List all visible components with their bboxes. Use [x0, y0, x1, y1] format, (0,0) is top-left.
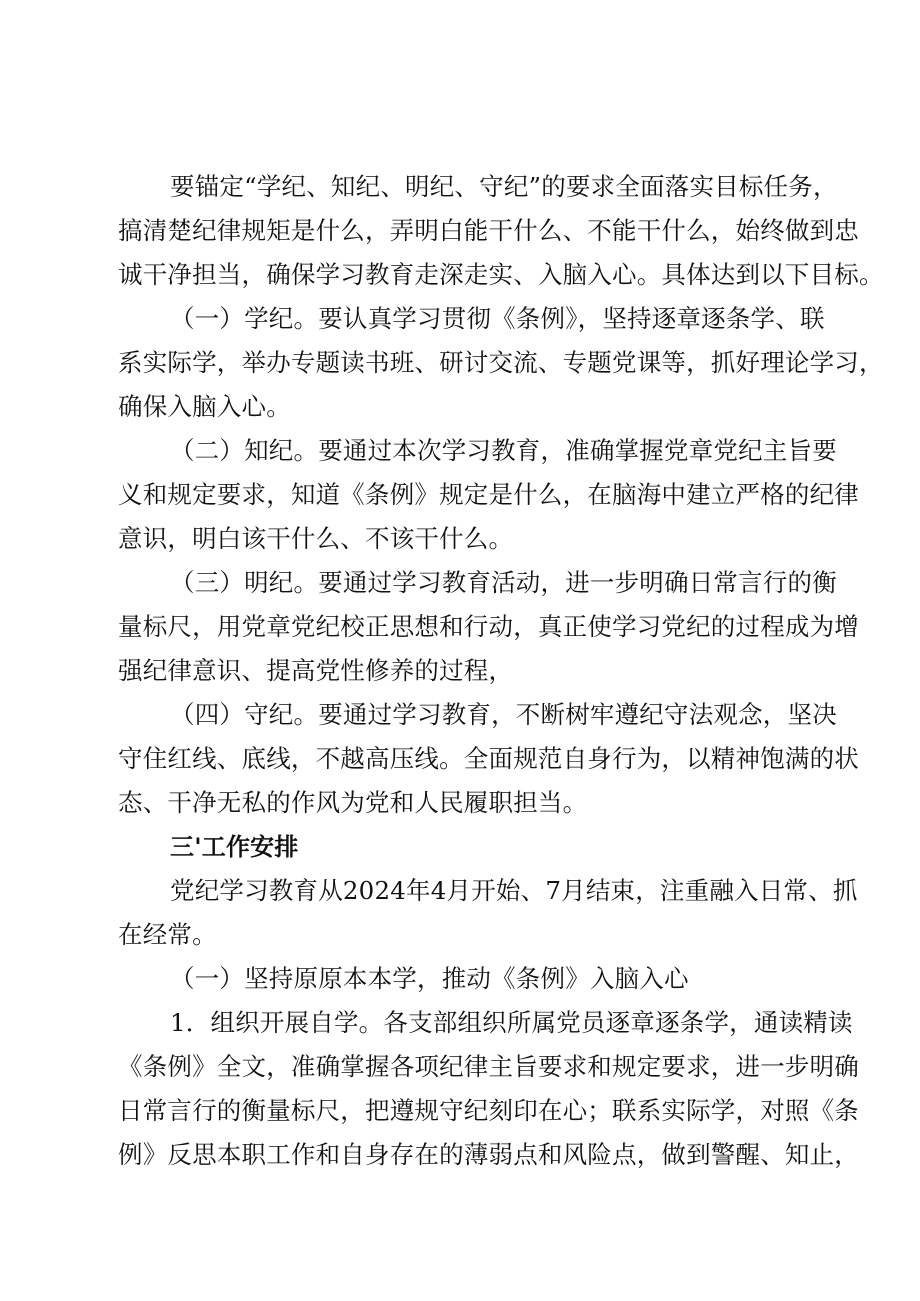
- paragraph-line: 系实际学，举办专题读书班、研讨交流、专题党课等，抓好理论学习，: [118, 348, 884, 377]
- section-heading: 三'工作安排: [170, 833, 299, 861]
- paragraph-line: 量标尺，用党章党纪校正思想和行动，真正使学习党纪的过程成为增: [118, 612, 859, 641]
- paragraph-line: 搞清楚纪律规矩是什么，弄明白能干什么、不能干什么，始终做到忠: [118, 216, 859, 245]
- paragraph-line: 意识，明白该干什么、不该干什么。: [118, 524, 514, 553]
- paragraph-line: 例》反思本职工作和自身存在的薄弱点和风险点，做到警醒、知止，: [118, 1140, 859, 1169]
- paragraph-line: （二）知纪。要通过本次学习教育，准确掌握党章党纪主旨要: [170, 436, 837, 465]
- paragraph-line: 守住红线、底线，不越高压线。全面规范自身行为，以精神饱满的状: [118, 744, 859, 773]
- subsection-heading: （一）坚持原原本本学，推动《条例》入脑入心: [170, 964, 689, 993]
- paragraph-line: 强纪律意识、提高党性修养的过程，: [118, 656, 514, 685]
- paragraph-line: 义和规定要求，知道《条例》规定是什么，在脑海中建立严格的纪律: [118, 480, 859, 509]
- paragraph-line: 日常言行的衡量标尺，把遵规守纪刻印在心；联系实际学，对照《条: [118, 1096, 859, 1125]
- paragraph-line: 确保入脑入心。: [118, 392, 291, 421]
- paragraph-line: （三）明纪。要通过学习教育活动，进一步明确日常言行的衡: [170, 568, 837, 597]
- paragraph-line: 态、干净无私的作风为党和人民履职担当。: [118, 788, 588, 817]
- paragraph-line: （一）学纪。要认真学习贯彻《条例》，坚持逐章逐条学、联: [170, 304, 825, 333]
- paragraph-line: 要锚定“学纪、知纪、明纪、守纪”的要求全面落实目标任务，: [170, 172, 838, 201]
- paragraph-line: 在经常。: [118, 920, 217, 949]
- paragraph-line: 党纪学习教育从2024年4月开始、7月结束，注重融入日常、抓: [170, 876, 858, 905]
- paragraph-line: 1．组织开展自学。各支部组织所属党员逐章逐条学，通读精读: [170, 1008, 853, 1037]
- paragraph-line: （四）守纪。要通过学习教育，不断树牢遵纪守法观念，坚决: [170, 700, 837, 729]
- paragraph-line: 诚干净担当，确保学习教育走深走实、入脑入心。具体达到以下目标。: [118, 260, 884, 289]
- paragraph-line: 《条例》全文，准确掌握各项纪律主旨要求和规定要求，进一步明确: [118, 1052, 859, 1081]
